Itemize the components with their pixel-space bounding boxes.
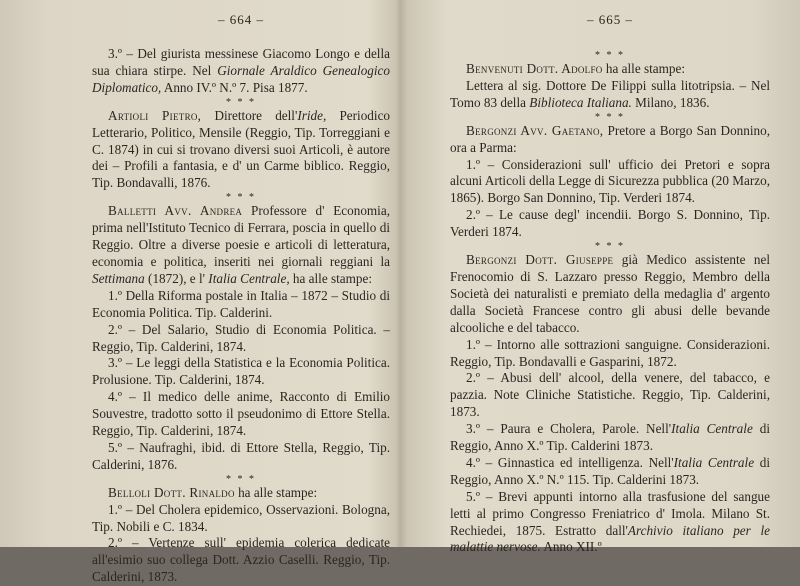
balletti-work-1: 1.º Della Riforma postale in Italia – 1872 – Studio di Economia Politica. Tip. Calderini. bbox=[92, 287, 390, 320]
bergonzi-giuseppe-work-5: 5.º – Brevi appunti intorno alla trasfusione del sangue letti al primo Congresso Freniatrico d' Imola. Milano St. Rechiedei, 1875. Estratto dall'Archivio italiano per le malattie nervose. Anno XII.º bbox=[450, 488, 770, 555]
bergonzi-giuseppe-work-4: 4.º – Ginnastica ed intelligenza. Nell'Italia Centrale di Reggio, Anno X.º N.º 115. Tip. Calderini 1873. bbox=[450, 454, 770, 487]
asterism: * * * bbox=[595, 50, 625, 61]
asterism: * * * bbox=[595, 241, 625, 253]
entry-artioli: Artioli Pietro, Direttore dell'Iride, Periodico Letterario, Politico, Mensile (Reggio, Tip. Torreggiani e C. 1874) in cui si trovano diversi suoi Articoli, è autore dei – Profili a fantasia, e d' un Carme biblico. Reggio, Tip. Bondavalli, 1876. bbox=[92, 107, 391, 191]
right-page bbox=[450, 0, 771, 555]
bergonzi-giuseppe-work-1: 1.º – Intorno alle sottrazioni sanguigne. Considerazioni. Reggio, Tip. Bondavalli e Gasparini, 1872. bbox=[450, 336, 770, 369]
bergonzi-giuseppe-work-3: 3.º – Paura e Cholera, Parole. Nell'Italia Centrale di Reggio, Anno X.º Tip. Calderini 1873. bbox=[450, 421, 770, 454]
entry-bergonzi-giuseppe: Bergonzi Dott. Giuseppe già Medico assistente nel Frenocomio di S. Lazzaro presso Reggio, Membro della Società dei naturalisti e premiato della medaglia d' argento dalla Società Francese contro gli abusi delle bevande alcooliche e del tabacco. bbox=[450, 252, 770, 335]
entry-longo: 3.º – Del giurista messinese Giacomo Longo e della sua chiara stirpe. Nel Giornale Araldico Genealogico Diplomatico, Anno IV.º N.º 7. Pisa 1877. bbox=[92, 46, 390, 95]
left-page bbox=[92, 0, 391, 585]
entry-balletti: Balletti Avv. Andrea Professore d' Economia, prima nell'Istituto Tecnico di Ferrara, poscia in quello di Reggio. Oltre a diverse poesie e articoli di letteratura, economia e politica, inseriti nei giornali reggiani la Settimana (1872), e l' Italia Centrale, ha alle stampe: bbox=[92, 203, 390, 286]
asterism: * * * bbox=[595, 111, 625, 123]
asterism: * * * bbox=[226, 192, 256, 204]
right-page-body bbox=[450, 50, 770, 556]
asterism: * * * bbox=[226, 473, 256, 485]
asterism: * * * bbox=[226, 96, 256, 108]
belloli-work-1: 1.º – Del Cholera epidemico, Osservazioni. Bologna, Tip. Nobili e C. 1834. bbox=[92, 501, 390, 534]
page-number-left: – 664 – bbox=[218, 12, 264, 27]
balletti-work-5: 5.º – Naufraghi, ibid. di Ettore Stella, Reggio, Tip. Calderini, 1876. bbox=[92, 439, 390, 472]
left-page-body bbox=[92, 46, 390, 586]
benvenuti-work: Lettera al sig. Dottore De Filippi sulla litotripsia. – Nel Tomo 83 della Biblioteca Italiana. Milano, 1836. bbox=[450, 77, 770, 110]
bergonzi-gaetano-work-1: 1.º – Considerazioni sull' ufficio dei Pretori e sopra alcuni Articoli della Legge di Sicurezza pubblica (20 Marzo, 1865). Borgo San Donnino, Tip. Verderi 1874. bbox=[450, 156, 770, 206]
balletti-work-4: 4.º – Il medico delle anime, Racconto di Emilio Souvestre, tradotto sotto il pseudonimo di Ettore Stella. Reggio, Tip. Calderini, 1874. bbox=[92, 389, 390, 439]
belloli-work-2: 2.º – Vertenze sull' epidemia colerica dedicate all'esimio suo collega Dott. Azzio Caselli. Reggio, Tip. Calderini, 1873. bbox=[92, 535, 390, 585]
bergonzi-gaetano-work-2: 2.º – Le cause degl' incendii. Borgo S. Donnino, Tip. Verderi 1874. bbox=[450, 207, 770, 240]
balletti-work-3: 3.º – Le leggi della Statistica e la Economia Politica. Prolusione. Tip. Calderini, 1874. bbox=[92, 355, 390, 388]
balletti-work-2: 2.º – Del Salario, Studio di Economia Politica. – Reggio, Tip. Calderini, 1874. bbox=[92, 321, 390, 354]
bergonzi-giuseppe-work-2: 2.º – Abusi dell' alcool, della venere, del tabacco, e pazzia. Note Cliniche Statistiche. Reggio, Tip. Calderini, 1873. bbox=[450, 370, 770, 420]
entry-bergonzi-gaetano: Bergonzi Avv. Gaetano, Pretore a Borgo San Donnino, ora a Parma: bbox=[450, 122, 771, 155]
entry-benvenuti: Benvenuti Dott. Adolfo ha alle stampe: bbox=[466, 61, 685, 76]
entry-belloli: Belloli Dott. Rinaldo ha alle stampe: bbox=[108, 484, 318, 500]
page-number-right: – 665 – bbox=[587, 12, 633, 27]
